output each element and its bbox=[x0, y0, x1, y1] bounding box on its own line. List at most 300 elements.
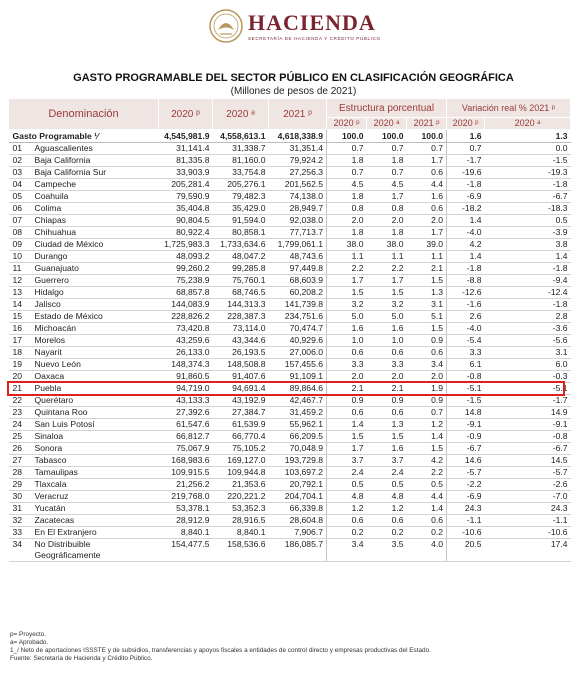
row-code: 04 bbox=[9, 179, 33, 191]
row-name: Sonora bbox=[33, 443, 159, 455]
table-cell: 0.2 bbox=[407, 527, 447, 539]
table-cell: -1.5 bbox=[447, 395, 485, 407]
table-cell: 24.3 bbox=[485, 503, 571, 515]
table-cell: 91,594.0 bbox=[213, 215, 269, 227]
row-name: Tabasco bbox=[33, 455, 159, 467]
document-subtitle: (Millones de pesos de 2021) bbox=[230, 86, 357, 97]
table-cell: 1.2 bbox=[407, 419, 447, 431]
table-cell: -5.6 bbox=[485, 335, 571, 347]
table-cell: 4,558,613.1 bbox=[213, 130, 269, 143]
table-cell: -12.4 bbox=[485, 287, 571, 299]
table-cell: 4.4 bbox=[407, 491, 447, 503]
header-variacion: Variación real % 2021 ᵖ bbox=[447, 99, 571, 118]
mexican-eagle-seal-icon bbox=[208, 8, 244, 44]
table-cell: 1.5 bbox=[367, 287, 407, 299]
table-cell: 21,256.2 bbox=[159, 479, 213, 491]
table-cell: 1.6 bbox=[407, 191, 447, 203]
table-cell: 14.8 bbox=[447, 407, 485, 419]
table-cell: 0.8 bbox=[327, 203, 367, 215]
table-cell: -9.1 bbox=[447, 419, 485, 431]
table-cell: -9.1 bbox=[485, 419, 571, 431]
table-cell: 1.0 bbox=[367, 335, 407, 347]
table-cell: 103,697.2 bbox=[269, 467, 327, 479]
table-cell: 5.0 bbox=[367, 311, 407, 323]
table-cell: -5.7 bbox=[485, 467, 571, 479]
table-cell: -1.7 bbox=[447, 155, 485, 167]
table-cell: 0.6 bbox=[327, 515, 367, 527]
table-cell: 154,477.5 bbox=[159, 539, 213, 562]
table-cell: 28,912.9 bbox=[159, 515, 213, 527]
row-name: Morelos bbox=[33, 335, 159, 347]
row-code: 06 bbox=[9, 203, 33, 215]
table-cell: 5.1 bbox=[407, 311, 447, 323]
row-code: 03 bbox=[9, 167, 33, 179]
table-cell: 3.4 bbox=[327, 539, 367, 562]
table-cell: 94,719.0 bbox=[159, 383, 213, 395]
table-cell: 0.6 bbox=[327, 347, 367, 359]
table-row bbox=[9, 383, 571, 395]
table-cell: 31,141.4 bbox=[159, 143, 213, 155]
row-name: Coahuila bbox=[33, 191, 159, 203]
table-cell: 80,922.4 bbox=[159, 227, 213, 239]
row-code: 24 bbox=[9, 419, 33, 431]
table-cell: 0.6 bbox=[407, 167, 447, 179]
document-title: GASTO PROGRAMABLE DEL SECTOR PÚBLICO EN CLASIFICACIÓN GEOGRÁFICA bbox=[73, 72, 514, 84]
table-cell: 38.0 bbox=[367, 239, 407, 251]
subheader-estructura-2021p: 2021 ᵖ bbox=[407, 118, 447, 130]
row-name: Estado de México bbox=[33, 311, 159, 323]
subheader-variacion-2020a: 2020 ᵃ bbox=[485, 118, 571, 130]
row-code: 25 bbox=[9, 431, 33, 443]
table-cell: 4.8 bbox=[367, 491, 407, 503]
table-cell: 0.9 bbox=[327, 395, 367, 407]
footnote-proyecto: p= Proyecto. bbox=[10, 631, 47, 638]
row-code: 27 bbox=[9, 455, 33, 467]
table-cell: 100.0 bbox=[327, 130, 367, 143]
row-code: 19 bbox=[9, 359, 33, 371]
table-row bbox=[9, 443, 571, 455]
table-cell: 2.2 bbox=[367, 263, 407, 275]
table-cell: 1.8 bbox=[327, 191, 367, 203]
table-cell: 1.3 bbox=[367, 419, 407, 431]
table-cell: 1.6 bbox=[327, 323, 367, 335]
table-cell: 38.0 bbox=[327, 239, 367, 251]
table-cell: 4.0 bbox=[407, 539, 447, 562]
table-cell: 1,725,983.3 bbox=[159, 239, 213, 251]
row-code: 28 bbox=[9, 467, 33, 479]
table-cell: -6.7 bbox=[485, 191, 571, 203]
row-code: 16 bbox=[9, 323, 33, 335]
table-row bbox=[9, 143, 571, 155]
table-cell: 3.1 bbox=[485, 347, 571, 359]
table-cell: 2.1 bbox=[367, 383, 407, 395]
row-code: 01 bbox=[9, 143, 33, 155]
table-cell: 35,404.8 bbox=[159, 203, 213, 215]
table-cell: 40,929.6 bbox=[269, 335, 327, 347]
table-cell: 70,048.9 bbox=[269, 443, 327, 455]
table-cell: 68,857.8 bbox=[159, 287, 213, 299]
table-cell: 144,083.9 bbox=[159, 299, 213, 311]
table-row bbox=[9, 491, 571, 503]
row-code: 08 bbox=[9, 227, 33, 239]
table-cell: 91,407.6 bbox=[213, 371, 269, 383]
table-cell: 1.8 bbox=[367, 155, 407, 167]
table-cell: 14.9 bbox=[485, 407, 571, 419]
table-cell: 1.9 bbox=[407, 383, 447, 395]
table-cell: 28,916.5 bbox=[213, 515, 269, 527]
table-cell: 1.4 bbox=[447, 215, 485, 227]
table-cell: 4,618,338.9 bbox=[269, 130, 327, 143]
table-cell: 91,109.1 bbox=[269, 371, 327, 383]
table-cell: 1.5 bbox=[407, 275, 447, 287]
table-cell: 81,160.0 bbox=[213, 155, 269, 167]
table-cell: 0.7 bbox=[367, 143, 407, 155]
table-cell: 74,138.0 bbox=[269, 191, 327, 203]
table-cell: 0.9 bbox=[407, 395, 447, 407]
table-cell: 0.5 bbox=[407, 479, 447, 491]
table-cell: 205,281.4 bbox=[159, 179, 213, 191]
table-cell: 31,459.2 bbox=[269, 407, 327, 419]
row-code: 31 bbox=[9, 503, 33, 515]
table-cell: 4,545,981.9 bbox=[159, 130, 213, 143]
table-cell: 0.6 bbox=[367, 515, 407, 527]
table-cell: 0.6 bbox=[407, 347, 447, 359]
table-cell: -5.4 bbox=[447, 335, 485, 347]
table-cell: -18.2 bbox=[447, 203, 485, 215]
table-cell: 5.0 bbox=[327, 311, 367, 323]
table-cell: 2.0 bbox=[327, 215, 367, 227]
row-name: Nayarit bbox=[33, 347, 159, 359]
table-cell: 61,547.6 bbox=[159, 419, 213, 431]
table-cell: 144,313.3 bbox=[213, 299, 269, 311]
row-name: Chiapas bbox=[33, 215, 159, 227]
table-cell: 1.3 bbox=[485, 130, 571, 143]
table-cell: 228,387.3 bbox=[213, 311, 269, 323]
table-cell: 3.7 bbox=[327, 455, 367, 467]
table-cell: 0.9 bbox=[367, 395, 407, 407]
table-cell: 1.7 bbox=[367, 191, 407, 203]
table-cell: 0.7 bbox=[327, 167, 367, 179]
footnote-neto: 1_/ Neto de aportaciones ISSSTE y de subsidios, transferencias y apoyos fiscales a entidades de control directo y empresas productivas del Estado. bbox=[10, 647, 431, 654]
table-cell: -19.3 bbox=[485, 167, 571, 179]
table-cell: 0.0 bbox=[485, 143, 571, 155]
table-cell: 219,768.0 bbox=[159, 491, 213, 503]
table-cell: 77,713.7 bbox=[269, 227, 327, 239]
table-cell: 2.8 bbox=[485, 311, 571, 323]
table-cell: 3.8 bbox=[485, 239, 571, 251]
row-name: Sinaloa bbox=[33, 431, 159, 443]
table-cell: 27,392.6 bbox=[159, 407, 213, 419]
row-name: Veracruz bbox=[33, 491, 159, 503]
row-code: 13 bbox=[9, 287, 33, 299]
table-cell: 66,209.5 bbox=[269, 431, 327, 443]
table-cell: 66,812.7 bbox=[159, 431, 213, 443]
table-cell: 1.2 bbox=[327, 503, 367, 515]
row-code: 15 bbox=[9, 311, 33, 323]
table-cell: 186,085.7 bbox=[269, 539, 327, 562]
table-cell: 1.8 bbox=[327, 155, 367, 167]
subheader-estructura-2020a: 2020 ᵃ bbox=[367, 118, 407, 130]
table-cell: 0.6 bbox=[327, 407, 367, 419]
table-row bbox=[9, 503, 571, 515]
table-cell: 234,751.6 bbox=[269, 311, 327, 323]
table-cell: -1.8 bbox=[485, 179, 571, 191]
table-row bbox=[9, 287, 571, 299]
table-cell: 1.8 bbox=[327, 227, 367, 239]
table-cell: 204,704.1 bbox=[269, 491, 327, 503]
subheader-estructura-2020p: 2020 ᵖ bbox=[327, 118, 367, 130]
table-cell: -2.2 bbox=[447, 479, 485, 491]
table-cell: 2.4 bbox=[367, 467, 407, 479]
table-cell: 2.2 bbox=[407, 467, 447, 479]
table-cell: 17.4 bbox=[485, 539, 571, 562]
table-cell: 79,590.9 bbox=[159, 191, 213, 203]
table-cell: 79,924.2 bbox=[269, 155, 327, 167]
table-cell: 55,962.1 bbox=[269, 419, 327, 431]
table-row bbox=[9, 431, 571, 443]
row-name: Hidalgo bbox=[33, 287, 159, 299]
table-cell: 3.7 bbox=[367, 455, 407, 467]
row-code: 02 bbox=[9, 155, 33, 167]
table-cell: -5.7 bbox=[447, 467, 485, 479]
row-name: Colima bbox=[33, 203, 159, 215]
table-cell: 1.4 bbox=[327, 419, 367, 431]
table-cell: -3.9 bbox=[485, 227, 571, 239]
table-cell: 1.3 bbox=[407, 287, 447, 299]
row-name: Durango bbox=[33, 251, 159, 263]
table-cell: 66,770.4 bbox=[213, 431, 269, 443]
table-cell: 1.8 bbox=[367, 227, 407, 239]
table-cell: 75,067.9 bbox=[159, 443, 213, 455]
table-cell: 94,691.4 bbox=[213, 383, 269, 395]
table-cell: 1.7 bbox=[327, 275, 367, 287]
table-cell: 2.1 bbox=[327, 383, 367, 395]
table-cell: 1.2 bbox=[367, 503, 407, 515]
row-name: Chihuahua bbox=[33, 227, 159, 239]
table-row bbox=[9, 263, 571, 275]
row-code: 21 bbox=[9, 383, 33, 395]
row-name: Puebla bbox=[33, 383, 159, 395]
table-cell: 8,840.1 bbox=[213, 527, 269, 539]
table-cell: 53,378.1 bbox=[159, 503, 213, 515]
table-cell: 73,420.8 bbox=[159, 323, 213, 335]
table-cell: 4.5 bbox=[327, 179, 367, 191]
table-cell: 1.4 bbox=[407, 431, 447, 443]
table-cell: 3.3 bbox=[367, 359, 407, 371]
table-cell: -1.7 bbox=[485, 395, 571, 407]
table-row bbox=[9, 239, 571, 251]
table-cell: 2.1 bbox=[407, 263, 447, 275]
table-cell: 21,353.6 bbox=[213, 479, 269, 491]
table-cell: 109,915.5 bbox=[159, 467, 213, 479]
header-denominacion: Denominación bbox=[9, 99, 159, 130]
table-cell: 43,192.9 bbox=[213, 395, 269, 407]
row-code: 22 bbox=[9, 395, 33, 407]
table-cell: 1,733,634.6 bbox=[213, 239, 269, 251]
subheader-variacion-2020p: 2020 ᵖ bbox=[447, 118, 485, 130]
table-row bbox=[9, 539, 571, 562]
brand-subtitle: SECRETARÍA DE HACIENDA Y CRÉDITO PÚBLICO bbox=[248, 36, 381, 41]
table-row bbox=[9, 203, 571, 215]
table-cell: 1.1 bbox=[367, 251, 407, 263]
table-cell: 2.0 bbox=[407, 371, 447, 383]
table-cell: 0.7 bbox=[327, 143, 367, 155]
table-cell: 3.3 bbox=[447, 347, 485, 359]
table-cell: 0.5 bbox=[485, 215, 571, 227]
footnotes bbox=[10, 631, 431, 663]
row-name: Ciudad de México bbox=[33, 239, 159, 251]
header-2021p: 2021 ᵖ bbox=[269, 99, 327, 130]
table-cell: 79,482.3 bbox=[213, 191, 269, 203]
table-cell: 0.5 bbox=[327, 479, 367, 491]
table-cell: 43,344.6 bbox=[213, 335, 269, 347]
table-cell: 168,983.6 bbox=[159, 455, 213, 467]
table-cell: 2.0 bbox=[367, 371, 407, 383]
row-name: Guerrero bbox=[33, 275, 159, 287]
table-cell: 141,739.8 bbox=[269, 299, 327, 311]
table-cell: -1.1 bbox=[447, 515, 485, 527]
total-row bbox=[9, 130, 571, 143]
table-cell: 31,351.4 bbox=[269, 143, 327, 155]
table-cell: 53,352.3 bbox=[213, 503, 269, 515]
table-cell: -4.0 bbox=[447, 227, 485, 239]
table-row bbox=[9, 167, 571, 179]
table-cell: 14.6 bbox=[447, 455, 485, 467]
table-cell: 1.4 bbox=[447, 251, 485, 263]
row-name: Baja California bbox=[33, 155, 159, 167]
footnote-aprobado: a= Aprobado. bbox=[10, 639, 49, 646]
table-cell: -10.6 bbox=[485, 527, 571, 539]
table-cell: 0.7 bbox=[447, 143, 485, 155]
table-cell: 4.5 bbox=[367, 179, 407, 191]
table-cell: -0.8 bbox=[485, 431, 571, 443]
table-cell: 6.1 bbox=[447, 359, 485, 371]
table-row bbox=[9, 323, 571, 335]
table-row bbox=[9, 335, 571, 347]
row-code: 11 bbox=[9, 263, 33, 275]
header-estructura: Estructura porcentual bbox=[327, 99, 447, 118]
table-cell: 4.2 bbox=[447, 239, 485, 251]
table-cell: -18.3 bbox=[485, 203, 571, 215]
table-cell: 1.6 bbox=[367, 443, 407, 455]
table-cell: 14.5 bbox=[485, 455, 571, 467]
row-code: 29 bbox=[9, 479, 33, 491]
row-name: No Distribuible Geográficamente bbox=[33, 539, 159, 562]
table-cell: 28,949.7 bbox=[269, 203, 327, 215]
table-cell: 48,093.2 bbox=[159, 251, 213, 263]
table-cell: 158,536.6 bbox=[213, 539, 269, 562]
table-cell: 100.0 bbox=[367, 130, 407, 143]
table-cell: 75,105.2 bbox=[213, 443, 269, 455]
hacienda-logo bbox=[208, 8, 398, 52]
table-cell: 2.6 bbox=[447, 311, 485, 323]
table-cell: 201,562.5 bbox=[269, 179, 327, 191]
row-name: Oaxaca bbox=[33, 371, 159, 383]
table-cell: 99,260.2 bbox=[159, 263, 213, 275]
table-cell: 1.7 bbox=[407, 227, 447, 239]
geographic-spending-table bbox=[8, 98, 571, 562]
table-cell: 1.5 bbox=[407, 323, 447, 335]
table-cell: 26,193.5 bbox=[213, 347, 269, 359]
table-cell: 0.6 bbox=[367, 347, 407, 359]
table-cell: 1.0 bbox=[327, 335, 367, 347]
table-cell: 1.4 bbox=[485, 251, 571, 263]
table-cell: 157,455.6 bbox=[269, 359, 327, 371]
table-cell: 75,238.9 bbox=[159, 275, 213, 287]
row-code: 34 bbox=[9, 539, 33, 562]
row-name: Querétaro bbox=[33, 395, 159, 407]
table-cell: 3.4 bbox=[407, 359, 447, 371]
table-cell: 193,729.8 bbox=[269, 455, 327, 467]
table-row bbox=[9, 251, 571, 263]
table-cell: 73,114.0 bbox=[213, 323, 269, 335]
row-name: Campeche bbox=[33, 179, 159, 191]
table-cell: 0.7 bbox=[367, 167, 407, 179]
row-name: Yucatán bbox=[33, 503, 159, 515]
row-code: 09 bbox=[9, 239, 33, 251]
table-cell: 3.5 bbox=[367, 539, 407, 562]
header-2020p: 2020 ᵖ bbox=[159, 99, 213, 130]
table-cell: 1.7 bbox=[407, 155, 447, 167]
table-cell: 1.1 bbox=[407, 251, 447, 263]
row-name: Jalisco bbox=[33, 299, 159, 311]
table-cell: -1.8 bbox=[447, 179, 485, 191]
table-cell: 27,384.7 bbox=[213, 407, 269, 419]
table-cell: 35,429.0 bbox=[213, 203, 269, 215]
table-row bbox=[9, 347, 571, 359]
row-name: Quintana Roo bbox=[33, 407, 159, 419]
table-cell: 0.6 bbox=[407, 203, 447, 215]
table-cell: 68,603.9 bbox=[269, 275, 327, 287]
table-cell: -10.6 bbox=[447, 527, 485, 539]
footnote-fuente: Fuente: Secretaría de Hacienda y Crédito Público. bbox=[10, 655, 153, 662]
table-row bbox=[9, 515, 571, 527]
table-cell: 90,804.5 bbox=[159, 215, 213, 227]
table-cell: 48,047.2 bbox=[213, 251, 269, 263]
table-cell: -5.1 bbox=[447, 383, 485, 395]
table-cell: 4.8 bbox=[327, 491, 367, 503]
table-cell: 2.0 bbox=[367, 215, 407, 227]
table-cell: -1.6 bbox=[447, 299, 485, 311]
table-cell: -6.9 bbox=[447, 191, 485, 203]
table-cell: -5.1 bbox=[485, 383, 571, 395]
table-cell: 100.0 bbox=[407, 130, 447, 143]
row-name: Michoacán bbox=[33, 323, 159, 335]
row-name: Guanajuato bbox=[33, 263, 159, 275]
row-code: 30 bbox=[9, 491, 33, 503]
row-code: 33 bbox=[9, 527, 33, 539]
table-cell: 26,133.0 bbox=[159, 347, 213, 359]
table-cell: -0.3 bbox=[485, 371, 571, 383]
table-cell: 4.4 bbox=[407, 179, 447, 191]
table-cell: 1.7 bbox=[327, 443, 367, 455]
table-cell: -0.8 bbox=[447, 371, 485, 383]
table-cell: 0.2 bbox=[367, 527, 407, 539]
table-cell: 228,826.2 bbox=[159, 311, 213, 323]
table-row bbox=[9, 467, 571, 479]
table-cell: 2.0 bbox=[407, 215, 447, 227]
table-cell: 3.1 bbox=[407, 299, 447, 311]
table-cell: 43,259.6 bbox=[159, 335, 213, 347]
table-cell: 1.7 bbox=[367, 275, 407, 287]
row-code: 12 bbox=[9, 275, 33, 287]
table-cell: 24.3 bbox=[447, 503, 485, 515]
table-row bbox=[9, 311, 571, 323]
table-cell: -6.7 bbox=[447, 443, 485, 455]
table-cell: 1.5 bbox=[407, 443, 447, 455]
table-row bbox=[9, 419, 571, 431]
table-cell: 89,864.6 bbox=[269, 383, 327, 395]
